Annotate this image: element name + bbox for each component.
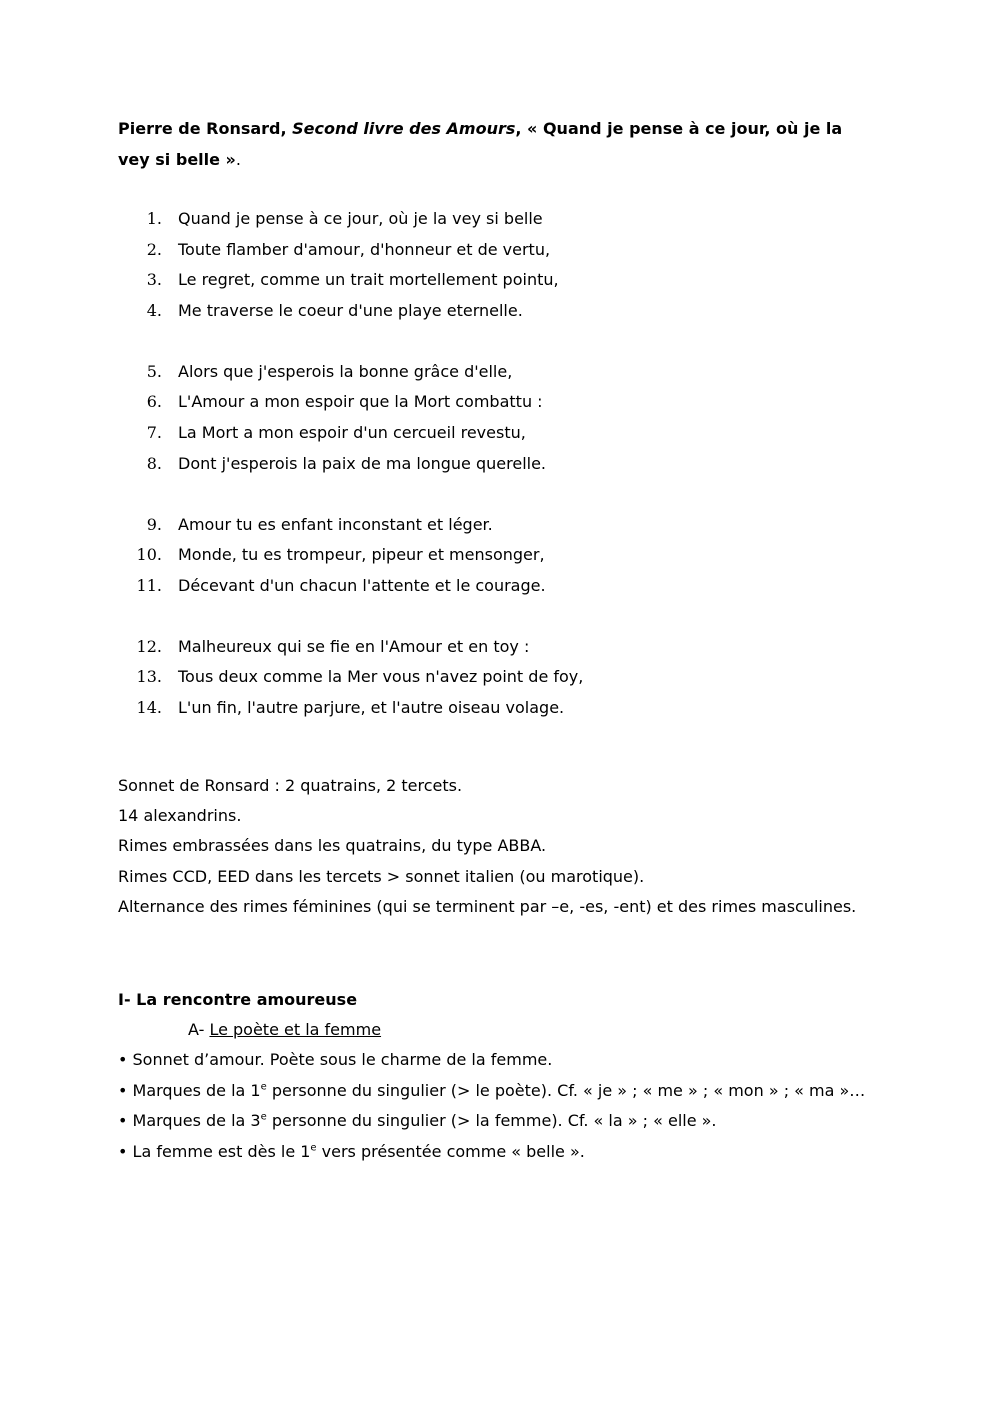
verse-line: [118, 693, 874, 724]
subsection-label: Le poète et la femme: [209, 1019, 382, 1039]
verse-line: [118, 204, 874, 235]
bullet-premiere-personne: [118, 1076, 874, 1107]
verse-number: 1.: [146, 209, 162, 228]
bullet-text: • La femme est dès le 1: [118, 1141, 311, 1161]
bullet-sup: e: [260, 1111, 267, 1123]
title-poem: « Quand je pense à ce jour, où je la vey si belle »: [118, 119, 843, 169]
stanza: [118, 357, 874, 480]
verse-line: [118, 265, 874, 296]
verse-number: 2.: [146, 239, 162, 259]
notes: [118, 771, 874, 923]
verse-number: 3.: [146, 270, 162, 290]
document-title: [118, 113, 874, 175]
bullet-troisieme-personne: [118, 1106, 874, 1137]
verse-number: 13.: [136, 667, 162, 687]
verse-number: 11.: [136, 575, 162, 595]
verse-number: 4.: [146, 301, 162, 321]
note-alternance: Alternance des rimes féminines (qui se terminent par –e, -es, -ent) et des rimes masculines.: [118, 897, 857, 917]
stanza: [118, 510, 874, 602]
note-alexandrins: 14 alexandrins.: [118, 806, 242, 826]
verse-line: [118, 510, 874, 541]
bullet-text: vers présentée comme « belle ».: [316, 1141, 585, 1161]
stanza: [118, 204, 874, 327]
verse-number: 14.: [136, 697, 162, 717]
verse-line: [118, 357, 874, 388]
poem: [118, 204, 874, 724]
verse-text: La Mort a mon espoir d'un cercueil revestu,: [178, 423, 526, 443]
stanza: [118, 632, 874, 724]
note-rimes-embrassees: Rimes embrassées dans les quatrains, du type ABBA.: [118, 836, 547, 856]
verse-line: [118, 571, 874, 602]
bullet-text: • Marques de la 1: [118, 1080, 261, 1100]
verse-line: [118, 387, 874, 418]
bullet-sonnet: • Sonnet d’amour. Poète sous le charme de la femme.: [118, 1050, 553, 1070]
verse-line: [118, 540, 874, 571]
verse-number: 10.: [136, 545, 162, 565]
document-page: [118, 113, 874, 1167]
section-title: I- La rencontre amoureuse: [118, 989, 358, 1009]
bullet-text: personne du singulier (> la femme). Cf. « la » ; « elle ».: [266, 1111, 717, 1131]
note-sonnet: Sonnet de Ronsard : 2 quatrains, 2 tercets.: [118, 775, 463, 795]
verse-text: Alors que j'esperois la bonne grâce d'elle,: [178, 361, 513, 381]
title-separator: ,: [515, 119, 528, 138]
verse-text: Monde, tu es trompeur, pipeur et mensonger,: [178, 545, 545, 565]
title-author: Pierre de Ronsard,: [118, 119, 293, 138]
bullet-text: personne du singulier (> le poète). Cf. « je » ; « me » ; « mon » ; « ma »…: [266, 1080, 866, 1100]
note-rimes-tercets: Rimes CCD, EED dans les tercets > sonnet italien (ou marotique).: [118, 866, 645, 886]
verse-line: [118, 662, 874, 693]
bullet-text: • Marques de la 3: [118, 1111, 261, 1131]
verse-line: [118, 418, 874, 449]
title-work: Second livre des Amours: [292, 119, 516, 138]
verse-number: 6.: [146, 392, 162, 412]
section-rencontre: [118, 985, 874, 1168]
verse-text: Le regret, comme un trait mortellement pointu,: [178, 270, 559, 290]
verse-text: Quand je pense à ce jour, où je la vey si belle: [178, 209, 543, 228]
verse-text: L'Amour a mon espoir que la Mort combattu :: [178, 392, 543, 412]
verse-text: Malheureux qui se fie en l'Amour et en toy :: [178, 636, 530, 656]
bullet-belle: [118, 1137, 874, 1168]
verse-number: 12.: [136, 636, 162, 656]
bullet-sup: e: [260, 1081, 267, 1093]
title-end: .: [235, 150, 241, 169]
verse-text: Me traverse le coeur d'une playe eternelle.: [178, 301, 523, 321]
verse-text: Amour tu es enfant inconstant et léger.: [178, 514, 493, 534]
verse-text: Toute flamber d'amour, d'honneur et de vertu,: [178, 239, 551, 259]
verse-text: Tous deux comme la Mer vous n'avez point de foy,: [178, 667, 584, 687]
verse-text: L'un fin, l'autre parjure, et l'autre oiseau volage.: [178, 697, 565, 717]
verse-text: Décevant d'un chacun l'attente et le courage.: [178, 575, 546, 595]
verse-line: [118, 632, 874, 663]
verse-number: 7.: [146, 423, 162, 443]
verse-number: 5.: [146, 361, 162, 381]
verse-text: Dont j'esperois la paix de ma longue querelle.: [178, 453, 547, 473]
verse-number: 9.: [146, 514, 162, 534]
subsection-prefix: A-: [188, 1019, 210, 1039]
verse-number: 8.: [146, 453, 162, 473]
verse-line: [118, 296, 874, 327]
verse-line: [118, 449, 874, 480]
bullet-sup: e: [310, 1142, 317, 1154]
verse-line: [118, 235, 874, 266]
subsection-title: [118, 1015, 874, 1046]
